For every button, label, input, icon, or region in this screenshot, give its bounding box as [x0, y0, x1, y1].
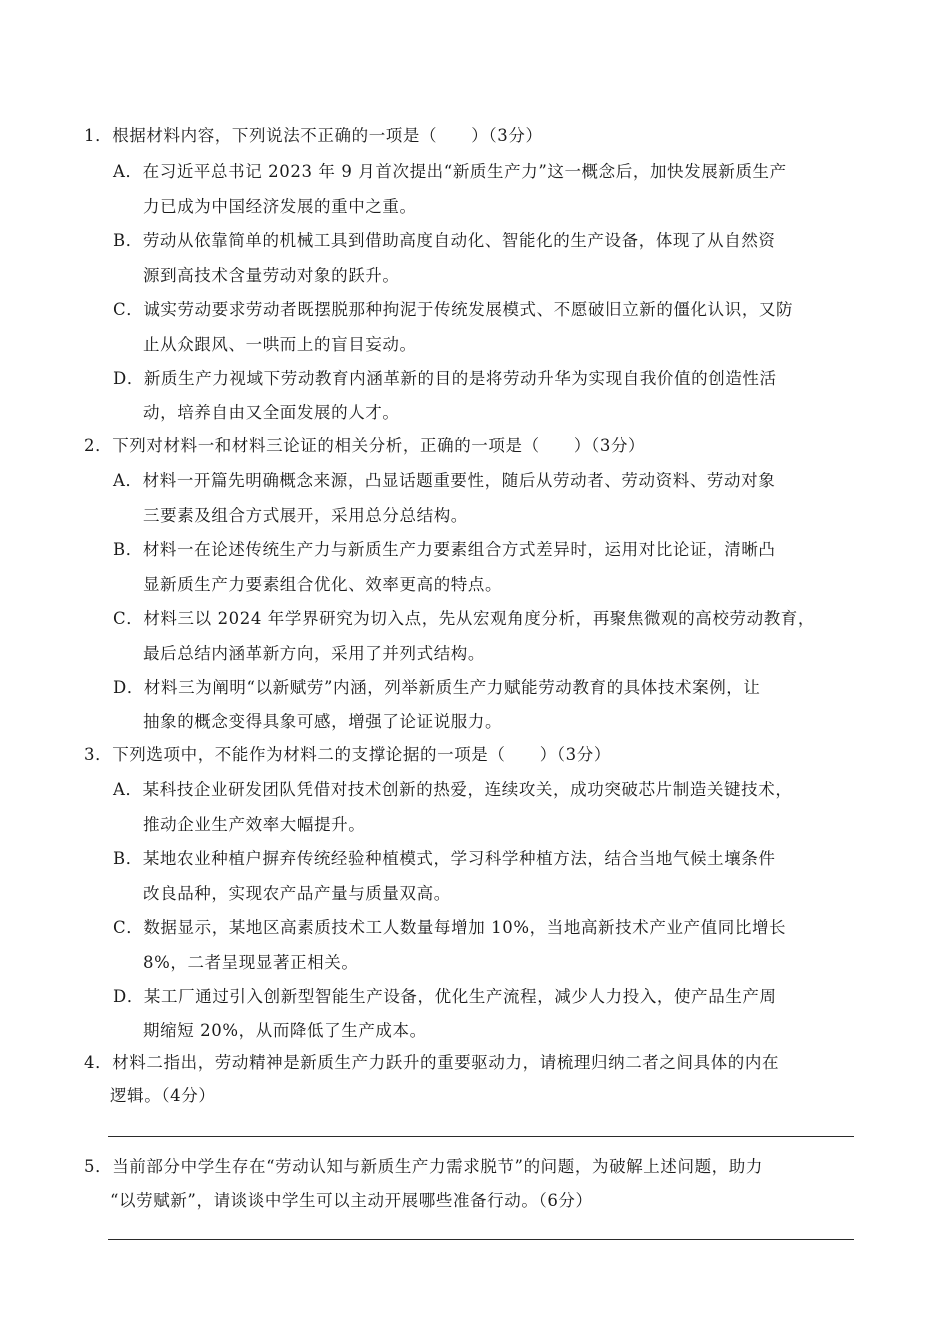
question-5-answer-line[interactable]: [108, 1239, 854, 1240]
question-1-option-b: B．劳动从依靠简单的机械工具到借助高度自动化、智能化的生产设备，体现了从自然资: [113, 231, 776, 250]
question-1-option-c-cont: 止从众跟风、一哄而上的盲目妄动。: [143, 335, 417, 354]
question-2-stem: 2．下列对材料一和材料三论证的相关分析，正确的一项是（ ）（3分）: [84, 436, 646, 455]
question-4-answer-line[interactable]: [108, 1136, 854, 1137]
question-2-option-a: A．材料一开篇先明确概念来源，凸显话题重要性，随后从劳动者、劳动资料、劳动对象: [113, 471, 776, 490]
question-3-option-d-cont: 期缩短 20%，从而降低了生产成本。: [143, 1021, 427, 1040]
question-2-option-c: C．材料三以 2024 年学界研究为切入点，先从宏观角度分析，再聚焦微观的高校劳动教育，: [113, 609, 816, 628]
question-1-option-c: C．诚实劳动要求劳动者既摆脱那种拘泥于传统发展模式、不愿破旧立新的僵化认识，又防: [113, 300, 794, 319]
question-2-option-b-cont: 显新质生产力要素组合优化、效率更高的特点。: [143, 575, 503, 594]
question-4-stem-cont: 逻辑。（4分）: [110, 1086, 216, 1105]
question-2-option-d-cont: 抽象的概念变得具象可感，增强了论证说服力。: [143, 712, 503, 731]
question-1-stem: 1．根据材料内容，下列说法不正确的一项是（ ）（3分）: [84, 126, 543, 145]
question-3-option-d: D．某工厂通过引入创新型智能生产设备，优化生产流程，减少人力投入，使产品生产周: [113, 987, 777, 1006]
question-1-option-d-cont: 动，培养自由又全面发展的人才。: [143, 403, 400, 422]
question-1-option-d: D．新质生产力视域下劳动教育内涵革新的目的是将劳动升华为实现自我价值的创造性活: [113, 369, 777, 388]
question-3-option-c-cont: 8%，二者呈现显著正相关。: [143, 953, 359, 972]
question-5-stem-cont: “以劳赋新”，请谈谈中学生可以主动开展哪些准备行动。（6分）: [110, 1191, 593, 1210]
question-2-option-d: D．材料三为阐明“以新赋劳”内涵，列举新质生产力赋能劳动教育的具体技术案例，让: [113, 678, 761, 697]
question-2-option-c-cont: 最后总结内涵革新方向，采用了并列式结构。: [143, 644, 485, 663]
question-3-option-a: A．某科技企业研发团队凭借对技术创新的热爱，连续攻关，成功突破芯片制造关键技术，: [113, 780, 793, 799]
question-2-option-b: B．材料一在论述传统生产力与新质生产力要素组合方式差异时，运用对比论证，清晰凸: [113, 540, 776, 559]
question-3-option-c: C．数据显示，某地区高素质技术工人数量每增加 10%，当地高新技术产业产值同比增长: [113, 918, 787, 937]
question-5-stem: 5．当前部分中学生存在“劳动认知与新质生产力需求脱节”的问题，为破解上述问题，助力: [84, 1157, 763, 1176]
question-3-option-a-cont: 推动企业生产效率大幅提升。: [143, 815, 366, 834]
question-3-option-b: B．某地农业种植户摒弃传统经验种植模式，学习科学种植方法，结合当地气候土壤条件: [113, 849, 776, 868]
question-2-option-a-cont: 三要素及组合方式展开，采用总分总结构。: [143, 506, 468, 525]
question-4-stem: 4．材料二指出，劳动精神是新质生产力跃升的重要驱动力，请梳理归纳二者之间具体的内在: [84, 1053, 780, 1072]
question-1-option-a-cont: 力已成为中国经济发展的重中之重。: [143, 197, 417, 216]
question-3-option-b-cont: 改良品种，实现农产品产量与质量双高。: [143, 884, 451, 903]
question-3-stem: 3．下列选项中，不能作为材料二的支撑论据的一项是（ ）（3分）: [84, 745, 611, 764]
question-1-option-a: A．在习近平总书记 2023 年 9 月首次提出“新质生产力”这一概念后，加快发展新质生产: [113, 162, 787, 181]
question-1-option-b-cont: 源到高技术含量劳动对象的跃升。: [143, 266, 400, 285]
